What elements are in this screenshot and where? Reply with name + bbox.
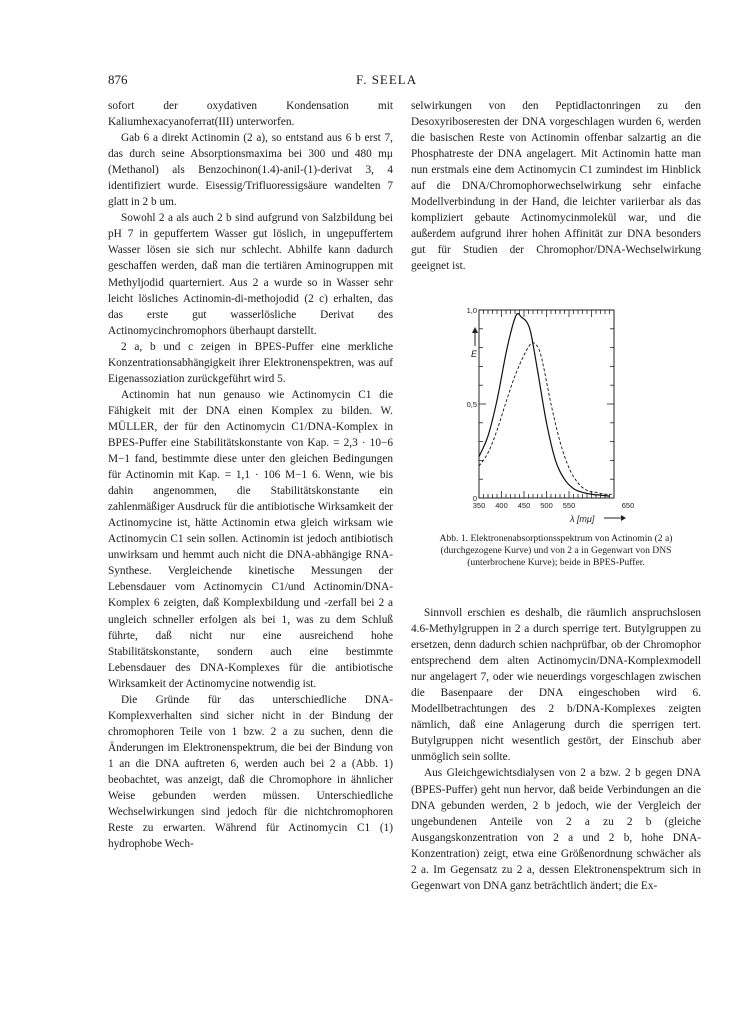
figure-caption: Abb. 1. Elektronenabsorptionsspektrum von Actinomin (2 a) (durchgezogene Kurve) und von 2 a in Gegenwart von DNS (unterbrochene Kurve); beide in BPES-Puffer. (439, 533, 673, 569)
paragraph: Aus Gleichgewichtsdialysen von 2 a bzw. 2 b gegen DNA (BPES-Puffer) geht nun hervor, daß beide Verbindungen an die DNA gebunden werden, 2 b jedoch, wie der Vergleich der ungebundenen Anteile von 2 a zu 2 b (gleiche Ausgangskonzentration von 2 a und 2 b, hohe DNA-Konzentration) zeigt, etwa eine Größenordnung schwächer als 2 a. Im Gegensatz zu 2 a, dessen Elektronenspektrum sich in Gegenwart von DNA ganz beträchtlich ändert; die Ex- (411, 767, 701, 892)
x-tick-label: 550 (562, 501, 576, 510)
left-column (108, 98, 393, 852)
right-column-top (411, 98, 701, 275)
y-tick-label: 1,0 (466, 306, 477, 315)
x-tick-label: 400 (495, 501, 508, 510)
spectrum-chart (466, 302, 648, 526)
paragraph: Sowohl 2 a als auch 2 b sind aufgrund von Salzbildung bei pH 7 in gepuffertem Wasser gut löslich, in ungepuffertem Wasser lösen sie sich nur schlecht. Abhilfe kann dadurch geschaffen werden, daß man die tertiären Aminogruppen mit Methyljodid quarterniert. Aus 2 a wurde so in Wasser sehr leicht lösliches Actinomin-di-methojodid (2 c) erhalten, das das erste gut wasserlösliche Derivat des Actinomycinchromophors überhaupt darstellt. (108, 212, 393, 337)
x-axis-label: λ [mμ] (570, 514, 595, 524)
x-tick-label: 350 (472, 501, 486, 510)
paragraph: selwirkungen von den Peptidlactonringen zu den Desoxyriboseresten der DNA vorgeschlagen wurden 6, werden die basischen Reste von Actinomin offenbar salzartig an die Phosphatreste der DNA angelagert. Mit Actinomin hatte man nun erstmals eine dem Actinomycin C1 zumindest im Hinblick auf die DNA/Chromophorwechselwirkung sehr einfache Modellverbindung in der Hand, die leichter variierbar als das kompliziert gebaute Actinomycinmolekül war, und die außerdem aufgrund ihrer hohen Affinität zur DNA besonders gut für Studien der Chromophor/DNA-Wechselwirkung geeignet ist. (411, 100, 701, 273)
paragraph: 2 a, b und c zeigen in BPES-Puffer eine merkliche Konzentrationsabhängigkeit ihrer Elektronenspektren, was auf Eigenassoziation zurückgeführt wird 5. (108, 340, 393, 385)
running-head-author: F. SEELA (356, 72, 418, 87)
y-axis-arrowhead (472, 327, 478, 333)
paragraph: Sinnvoll erschien es deshalb, die räumlich anspruchslosen 4.6-Methylgruppen in 2 a durch sperrige tert. Butylgruppen zu ersetzen, denn dadurch schien nachprüfbar, ob der Chromophor entsprechend dem alten Actinomycin/DNA-Komplexmodell nur angelagert 7, oder wie neuerdings vorgeschlagen zwischen die Basenpaare der DNA eingeschoben wird 6. Modellbetrachtungen des 2 b/DNA-Komplexes zeigten nämlich, daß eine Anlagerung durch die sperrigen tert. Butylgruppen nicht wesentlich gestört, der Einschub aber unmöglich sein sollte. (411, 607, 701, 764)
right-column-bottom (411, 605, 701, 894)
series-line-solid (479, 314, 610, 497)
x-tick-label: 500 (540, 501, 553, 510)
x-tick-label: 450 (517, 501, 531, 510)
paragraph: Gab 6 a direkt Actinomin (2 a), so entstand aus 6 b erst 7, das durch seine Absorptionsmaxima bei 300 und 480 mμ (Methanol) als Benzochinon(1.4)-anil-(1)-derivat 3, 4 identifiziert wurde. Eisessig/Trifluoressigsäure wandelten 7 glatt in 2 b um. (108, 132, 393, 209)
plot-frame (479, 310, 614, 498)
paragraph: Actinomin hat nun genauso wie Actinomycin C1 die Fähigkeit mit der DNA einen Komplex zu bilden. W. MÜLLER, der für den Actinomycin C1/DNA-Komplex in BPES-Puffer eine Stabilitätskonstante von Kap. = 2,3 · 10−6 M−1 fand, bestimmte diese unter den gleichen Bedingungen für Actinomin mit Kap. = 1,1 · 106 M−1 6. Wenn, wie bis dahin angenommen, die Stabilitätskonstante ein zahlenmäßiger Ausdruck für die antibiotische Wirksamkeit der Actinomycine ist, hätte Actinomin etwa gleich wirksam wie Actinomycin C1 sein sollen. Actinomin ist jedoch antibiotisch unwirksam und hemmt auch nicht die DNA-abhängige RNA-Synthese. Vergleichende kinetische Messungen der Lebensdauer vom Actinomycin C1/und Actinomin/DNA-Komplex 6 zeigten, daß Komplexbildung und -zerfall bei 2 a ungleich schneller erfolgen als bei 1, was zu dem Schluß führte, daß nicht nur eine ausreichend hohe Stabilitätskonstante, sondern auch eine bestimmte Lebensdauer des DNA-Komplexes für die antibiotische Wirksamkeit der Actinomycine notwendig ist. (108, 388, 393, 690)
paragraph: Die Gründe für das unterschiedliche DNA-Komplexverhalten sind sicher nicht in der Bindung der chromophoren Teile von 1 bzw. 2 a zu suchen, denn die Änderungen im Elektronenspektrum, die bei der Bindung von 1 an die DNA auftreten 6, werden auch bei 2 a (Abb. 1) beobachtet, was anzeigt, daß die Chromophore in ähnlicher Weise gebunden werden müssen. Unterschiedliche Wechselwirkungen sind jedoch für die nichtchromophoren Reste zu erwarten. Während für Actinomycin C1 (1) hydrophobe Wech- (108, 693, 393, 851)
y-tick-label: 0,5 (466, 400, 477, 409)
absorption-spectrum-figure (466, 302, 648, 526)
x-tick-label: 650 (621, 501, 635, 510)
paragraph: sofort der oxydativen Kondensation mit Kaliumhexacyanoferrat(III) unterworfen. (108, 100, 393, 129)
x-axis-arrowhead (621, 515, 626, 521)
y-axis-label: E (471, 349, 478, 359)
y-tick-label: 0 (472, 494, 477, 503)
page-number: 876 (108, 72, 128, 87)
